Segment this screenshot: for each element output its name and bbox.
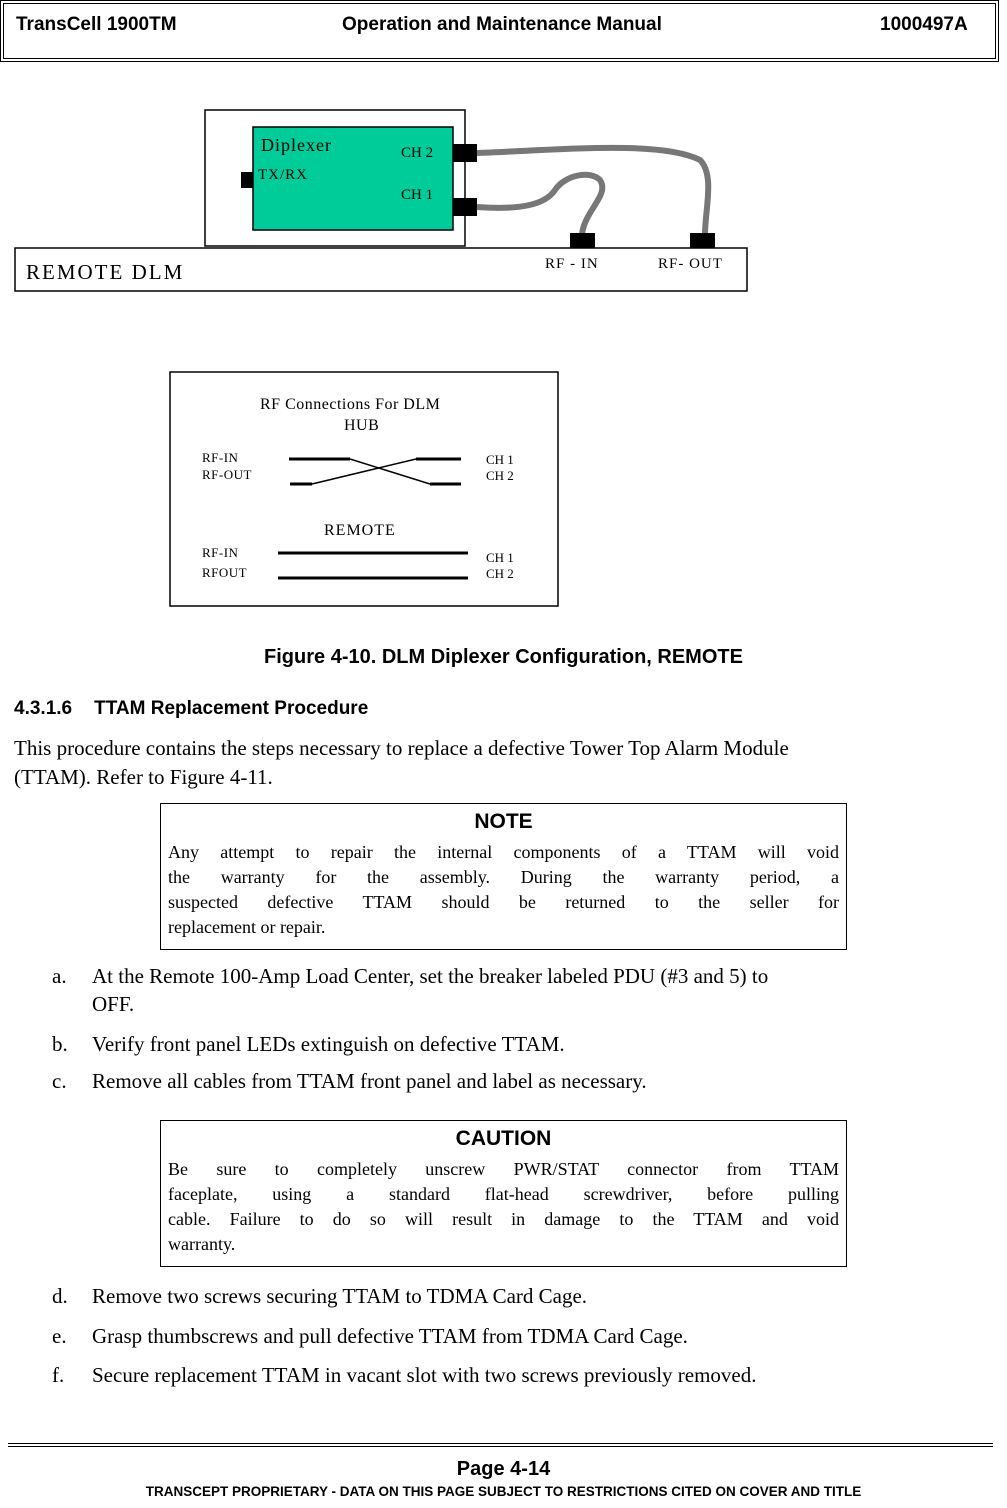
section-number: 4.3.1.6 <box>14 698 73 719</box>
list-text: Grasp thumbscrews and pull defective TTAM from TDMA Card Cage. <box>92 1324 688 1348</box>
section-title: TTAM Replacement Procedure <box>94 698 369 719</box>
note-line-2: the warranty for the assembly. During the warranty period, a <box>168 867 839 887</box>
list-marker: d. <box>52 1284 68 1308</box>
intro-line-2: (TTAM). Refer to Figure 4-11. <box>14 765 273 789</box>
remote-ch2-label: CH 2 <box>486 566 514 581</box>
proprietary-notice: TRANSCEPT PROPRIETARY - DATA ON THIS PAGE SUBJECT TO RESTRICTIONS CITED ON COVER AND TITLE <box>145 1484 862 1499</box>
ch1-connector <box>453 198 477 216</box>
diplexer-title: Diplexer <box>261 135 332 155</box>
rf-in-connector <box>570 233 595 248</box>
caution-line-4: warranty. <box>168 1234 236 1254</box>
hub-rf-in-label: RF-IN <box>202 450 239 465</box>
hub-label: HUB <box>344 417 380 434</box>
rf-out-label: RF- OUT <box>658 256 723 272</box>
caution-line-1: Be sure to completely unscrew PWR/STAT connector from TTAM <box>168 1159 839 1179</box>
section-heading <box>14 698 368 720</box>
caution-title: CAUTION <box>455 1127 552 1150</box>
inset-title: RF Connections For DLM <box>260 396 441 413</box>
ch2-cable <box>477 148 708 234</box>
remote-ch1-label: CH 1 <box>486 550 514 565</box>
rf-out-connector <box>690 233 715 248</box>
list-text: Verify front panel LEDs extinguish on defective TTAM. <box>92 1032 565 1056</box>
hub-ch1-label: CH 1 <box>486 452 514 467</box>
figure-caption: Figure 4-10. DLM Diplexer Configuration, REMOTE <box>264 646 743 668</box>
ch2-label: CH 2 <box>401 145 434 161</box>
diplexer-diagram <box>0 0 1007 620</box>
remote-label: REMOTE <box>324 522 396 539</box>
hub-rf-out-label: RF-OUT <box>202 467 252 482</box>
note-line-4: replacement or repair. <box>168 917 326 937</box>
intro-line-1: This procedure contains the steps necessary to replace a defective Tower Top Alarm Module <box>14 736 789 760</box>
remote-rf-out-label: RFOUT <box>202 565 248 580</box>
list-text: Remove two screws securing TTAM to TDMA Card Cage. <box>92 1284 588 1308</box>
note-box <box>160 803 847 950</box>
page-number: Page 4-14 <box>456 1458 551 1480</box>
note-title: NOTE <box>474 810 533 833</box>
note-line-1: Any attempt to repair the internal components of a TTAM will void <box>168 842 839 862</box>
header-doc-number: 1000497A <box>880 14 968 35</box>
list-marker: f. <box>52 1363 65 1387</box>
remote-dlm-label: REMOTE DLM <box>26 260 185 284</box>
list-marker: b. <box>52 1032 68 1056</box>
footer-divider <box>8 1443 993 1447</box>
ch1-cable <box>477 175 602 234</box>
ch2-connector <box>453 144 477 162</box>
rf-in-label: RF - IN <box>545 256 599 272</box>
list-text: Remove all cables from TTAM front panel and label as necessary. <box>92 1069 647 1093</box>
list-text: At the Remote 100-Amp Load Center, set the breaker labeled PDU (#3 and 5) to OFF. <box>92 964 769 1016</box>
header-product: TransCell 1900TM <box>16 14 177 35</box>
txrx-label: TX/RX <box>258 167 308 183</box>
list-text: Secure replacement TTAM in vacant slot with two screws previously removed. <box>92 1363 757 1387</box>
caution-line-3: cable. Failure to do so will result in damage to the TTAM and void <box>168 1209 839 1229</box>
ch1-label: CH 1 <box>401 187 434 203</box>
header-manual-title: Operation and Maintenance Manual <box>342 14 662 35</box>
list-marker: c. <box>52 1069 67 1093</box>
txrx-connector <box>241 172 253 188</box>
note-line-3: suspected defective TTAM should be returned to the seller for <box>168 892 839 912</box>
list-marker: a. <box>52 964 67 988</box>
remote-rf-in-label: RF-IN <box>202 545 239 560</box>
caution-line-2: faceplate, using a standard flat-head screwdriver, before pulling <box>168 1184 839 1204</box>
list-marker: e. <box>52 1324 67 1348</box>
hub-ch2-label: CH 2 <box>486 468 514 483</box>
caution-box <box>160 1120 847 1267</box>
